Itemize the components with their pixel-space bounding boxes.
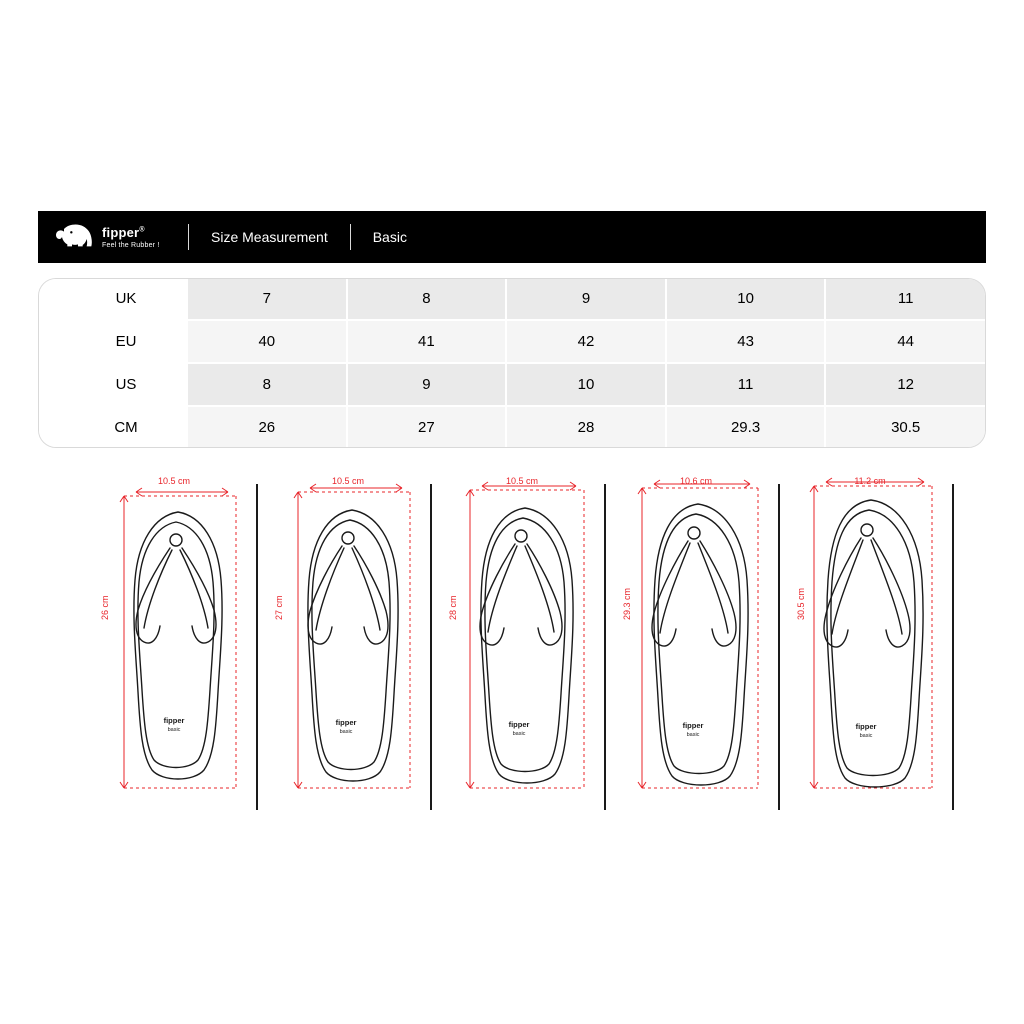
sole-brand-1: fipper: [163, 716, 185, 725]
cell-us-3: 10: [506, 363, 666, 406]
cell-uk-1: 7: [187, 279, 347, 320]
brand-name: fipper®: [102, 224, 145, 240]
cell-eu-2: 41: [347, 320, 507, 363]
cell-uk-2: 8: [347, 279, 507, 320]
elephant-icon: [56, 222, 96, 252]
cell-uk-5: 11: [825, 279, 985, 320]
row-header-uk: UK: [39, 279, 187, 320]
brand-tagline: Feel the Rubber !: [102, 241, 160, 249]
cell-us-1: 8: [187, 363, 347, 406]
width-label-5: 11.2 cm: [854, 476, 886, 486]
width-label-4: 10.6 cm: [679, 476, 712, 486]
sole-model-2: basic: [339, 729, 353, 735]
length-label-1: 26 cm: [100, 595, 110, 620]
sandal-drawing-4: [608, 470, 780, 810]
cell-cm-2: 27: [347, 406, 507, 447]
panel-divider-2: [430, 484, 432, 810]
length-label-3: 28 cm: [448, 595, 458, 620]
row-header-us: US: [39, 363, 187, 406]
header-bar: [38, 211, 986, 263]
header-divider-1: [188, 224, 189, 250]
sandal-panel-1: [86, 470, 258, 810]
sole-model-1: basic: [167, 727, 181, 733]
table-row: [39, 406, 985, 447]
cell-cm-5: 30.5: [825, 406, 985, 447]
sole-model-3: basic: [512, 731, 526, 737]
size-table: [39, 279, 985, 447]
brand-text: [102, 226, 160, 249]
sandal-panel-4: [608, 470, 780, 810]
sandal-diagram-group: [86, 470, 976, 810]
cell-eu-4: 43: [666, 320, 826, 363]
header-divider-2: [350, 224, 351, 250]
sandal-panel-5: [782, 470, 954, 810]
cell-cm-3: 28: [506, 406, 666, 447]
length-label-4: 29.3 cm: [622, 587, 632, 620]
sole-model-4: basic: [686, 732, 700, 738]
table-row: [39, 279, 985, 320]
cell-cm-4: 29.3: [666, 406, 826, 447]
sole-brand-5: fipper: [855, 722, 877, 731]
sandal-panel-3: [434, 470, 606, 810]
panel-divider-5: [952, 484, 954, 810]
sandal-drawing-1: [86, 470, 258, 810]
cell-eu-5: 44: [825, 320, 985, 363]
table-row: [39, 320, 985, 363]
length-label-2: 27 cm: [274, 595, 284, 620]
model-label: Basic: [372, 229, 407, 245]
row-header-cm: CM: [39, 406, 187, 447]
panel-divider-3: [604, 484, 606, 810]
cell-us-2: 9: [347, 363, 507, 406]
cell-us-5: 12: [825, 363, 985, 406]
cell-cm-1: 26: [187, 406, 347, 447]
sole-model-5: basic: [859, 733, 873, 739]
sole-brand-2: fipper: [335, 718, 357, 727]
brand-registered-mark: ®: [139, 226, 145, 234]
panel-divider-4: [778, 484, 780, 810]
sandal-drawing-2: [260, 470, 432, 810]
cell-uk-4: 10: [666, 279, 826, 320]
brand-logo: [38, 222, 188, 252]
width-label-1: 10.5 cm: [157, 476, 190, 486]
length-label-5: 30.5 cm: [796, 587, 806, 620]
width-label-3: 10.5 cm: [505, 476, 538, 486]
cell-uk-3: 9: [506, 279, 666, 320]
section-label: Size Measurement: [211, 229, 328, 245]
sole-brand-4: fipper: [682, 721, 704, 730]
sandal-panel-2: [260, 470, 432, 810]
cell-us-4: 11: [666, 363, 826, 406]
sandal-drawing-3: [434, 470, 606, 810]
width-label-2: 10.5 cm: [331, 476, 364, 486]
panel-divider-1: [256, 484, 258, 810]
cell-eu-3: 42: [506, 320, 666, 363]
sandal-drawing-5: [782, 470, 954, 810]
cell-eu-1: 40: [187, 320, 347, 363]
sole-brand-3: fipper: [508, 720, 530, 729]
table-row: [39, 363, 985, 406]
size-table-container: [38, 278, 986, 448]
row-header-eu: EU: [39, 320, 187, 363]
